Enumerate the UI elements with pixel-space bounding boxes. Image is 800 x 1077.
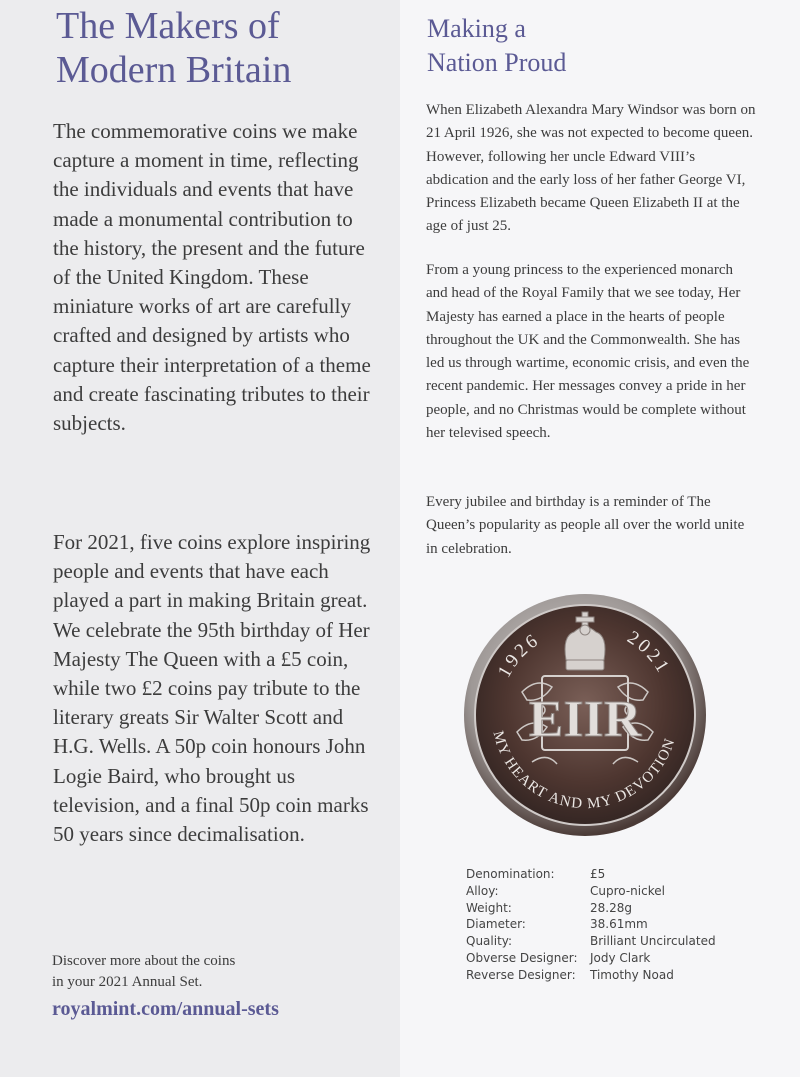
spec-value: Jody Clark: [590, 950, 651, 965]
spec-row: [466, 950, 716, 967]
section-title: [427, 12, 727, 80]
spec-label: Obverse Designer:: [466, 950, 578, 965]
spec-row: [466, 967, 716, 984]
coins-paragraph: For 2021, five coins explore inspiring people and events that have each played a part in making Britain great. We celebrate the 95th birthday of Her Majesty The Queen with a £5 coin, while two £2 coins pay tribute to the literary greats Sir Walter Scott and H.G. Wells. A 50p coin honours John Logie Baird, who brought us television, and a final 50p coin marks 50 years since decimalisation.: [53, 530, 371, 847]
title-line-2: Modern Britain: [56, 49, 292, 91]
annual-sets-link[interactable]: royalmint.com/annual-sets: [52, 998, 279, 1020]
spec-label: Diameter:: [466, 917, 526, 932]
spec-label: Alloy:: [466, 883, 499, 898]
coin-specifications: [466, 866, 716, 984]
spec-label: Weight:: [466, 900, 512, 915]
coin-svg: [462, 592, 708, 838]
spec-label: Denomination:: [466, 867, 555, 881]
spec-value: Timothy Noad: [590, 967, 674, 982]
discover-line-2: in your 2021 Annual Set.: [52, 974, 203, 990]
spec-label: Reverse Designer:: [466, 967, 576, 982]
cypher-text: EIIR: [528, 691, 642, 748]
discover-line-1: Discover more about the coins: [52, 953, 236, 969]
coin-image: [462, 592, 708, 838]
celebration-paragraph: Every jubilee and birthday is a reminder of The Queen’s popularity as people all over the world unite in celebration.: [426, 494, 745, 557]
spec-value: £5: [590, 867, 606, 881]
spec-row: [466, 916, 716, 933]
intro-paragraph: The commemorative coins we make capture a moment in time, reflecting the individuals and events that have made a monumental contribution to the history, the present and the future of the United Kingdom. These miniature works of art are carefully crafted and designed by artists who capture their interpretation of a theme and create fascinating tributes to their subjects.: [53, 119, 371, 436]
spec-value: 28.28g: [590, 900, 632, 915]
discover-text: [52, 951, 282, 993]
spec-value: Brilliant Uncirculated: [590, 934, 716, 949]
biography-paragraph: When Elizabeth Alexandra Mary Windsor was born on 21 April 1926, she was not expected to become queen. However, following her uncle Edward VIII’s abdication and the early loss of her father George VI, Princess Elizabeth became Queen Elizabeth II at the age of just 25.: [426, 102, 756, 235]
spec-value: 38.61mm: [590, 917, 648, 932]
year-right: 2021: [623, 626, 675, 679]
section-title-line-2: Nation Proud: [427, 48, 567, 77]
inscription-text: MY HEART AND MY DEVOTION: [489, 729, 679, 813]
reign-paragraph: From a young princess to the experienced monarch and head of the Royal Family that we see today, Her Majesty has earned a place in the hearts of people throughout the UK and the Commonwealth. She has led us through wartime, economic crisis, and even the recent pandemic. Her messages convey a pride in her people, and no Christmas would be complete without her televised speech.: [426, 262, 750, 442]
spec-label: Quality:: [466, 934, 513, 949]
section-title-line-1: Making a: [427, 14, 526, 43]
page-title: [56, 4, 386, 92]
spec-row: [466, 883, 716, 900]
spec-value: Cupro-nickel: [590, 883, 665, 898]
year-left: 1926: [493, 628, 544, 682]
spec-row: [466, 933, 716, 950]
spec-row: [466, 900, 716, 917]
spec-row: [466, 866, 716, 883]
title-line-1: The Makers of: [56, 5, 280, 47]
